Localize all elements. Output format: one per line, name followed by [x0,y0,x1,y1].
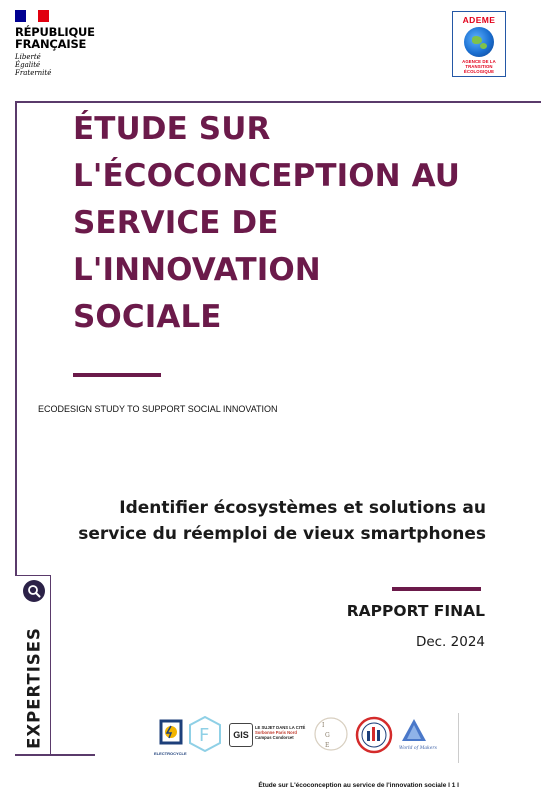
republic-line-2: FRANÇAISE [15,37,87,51]
report-date: Dec. 2024 [415,634,485,650]
gis-badge: GIS [229,723,253,747]
svg-text:G: G [325,732,330,739]
report-underline [392,587,481,591]
english-subtitle: ECODESIGN STUDY TO SUPPORT SOCIAL INNOVATION [38,404,278,414]
globe-icon [464,27,494,57]
gis-sujet-logo [229,723,311,753]
republic-line-1: RÉPUBLIQUE [15,25,95,39]
frame-top-line [15,101,541,103]
svg-text:F: F [199,725,210,746]
ademe-logo [452,11,506,77]
search-icon [23,580,45,602]
circle-partner-logo [313,715,349,757]
topic-heading: Identifier écosystèmes et solutions au service du réemploi de vieux smartphones [78,498,486,544]
motto-egalite: Égalité [15,61,41,69]
partner-logos [155,713,465,763]
svg-text:E: E [325,742,330,749]
sujet-line-2: Sorbonne Paris Nord [255,730,297,735]
svg-text:I: I [322,722,325,729]
frame-left-line [15,101,17,575]
f-logo [188,716,222,756]
red-circle-logo [355,716,393,758]
expertises-label: EXPERTISES [24,627,44,749]
ademe-subtitle: AGENCE DE LA TRANSITION ÉCOLOGIQUE [462,59,496,74]
sujet-line-1: LE SUJET DANS LA CITÉ [255,725,306,730]
title-underline [73,373,161,377]
page-footer: Étude sur L'écoconception au service de l'innovation sociale I 1 I [258,782,459,789]
motto-fraternite: Fraternité [15,69,52,77]
report-type: RAPPORT FINAL [346,602,485,620]
world-of-makers-logo [399,717,439,761]
sujet-line-3: Campus Condorcet [255,735,294,740]
electrocycle-label: ELECTROCYCLE [154,751,187,756]
logo-separator [458,713,459,763]
world-of-makers-label: World of Makers [399,746,437,751]
document-title: ÉTUDE SUR L'ÉCOCONCEPTION AU SERVICE DE L'INNOVATION SOCIALE [73,111,460,335]
electrocycle-logo [155,713,187,763]
republique-francaise-logo [15,10,105,77]
motto-liberte: Liberté [15,53,41,61]
marianne-flag-icon [15,10,49,22]
ademe-name: ADEME [462,15,496,25]
